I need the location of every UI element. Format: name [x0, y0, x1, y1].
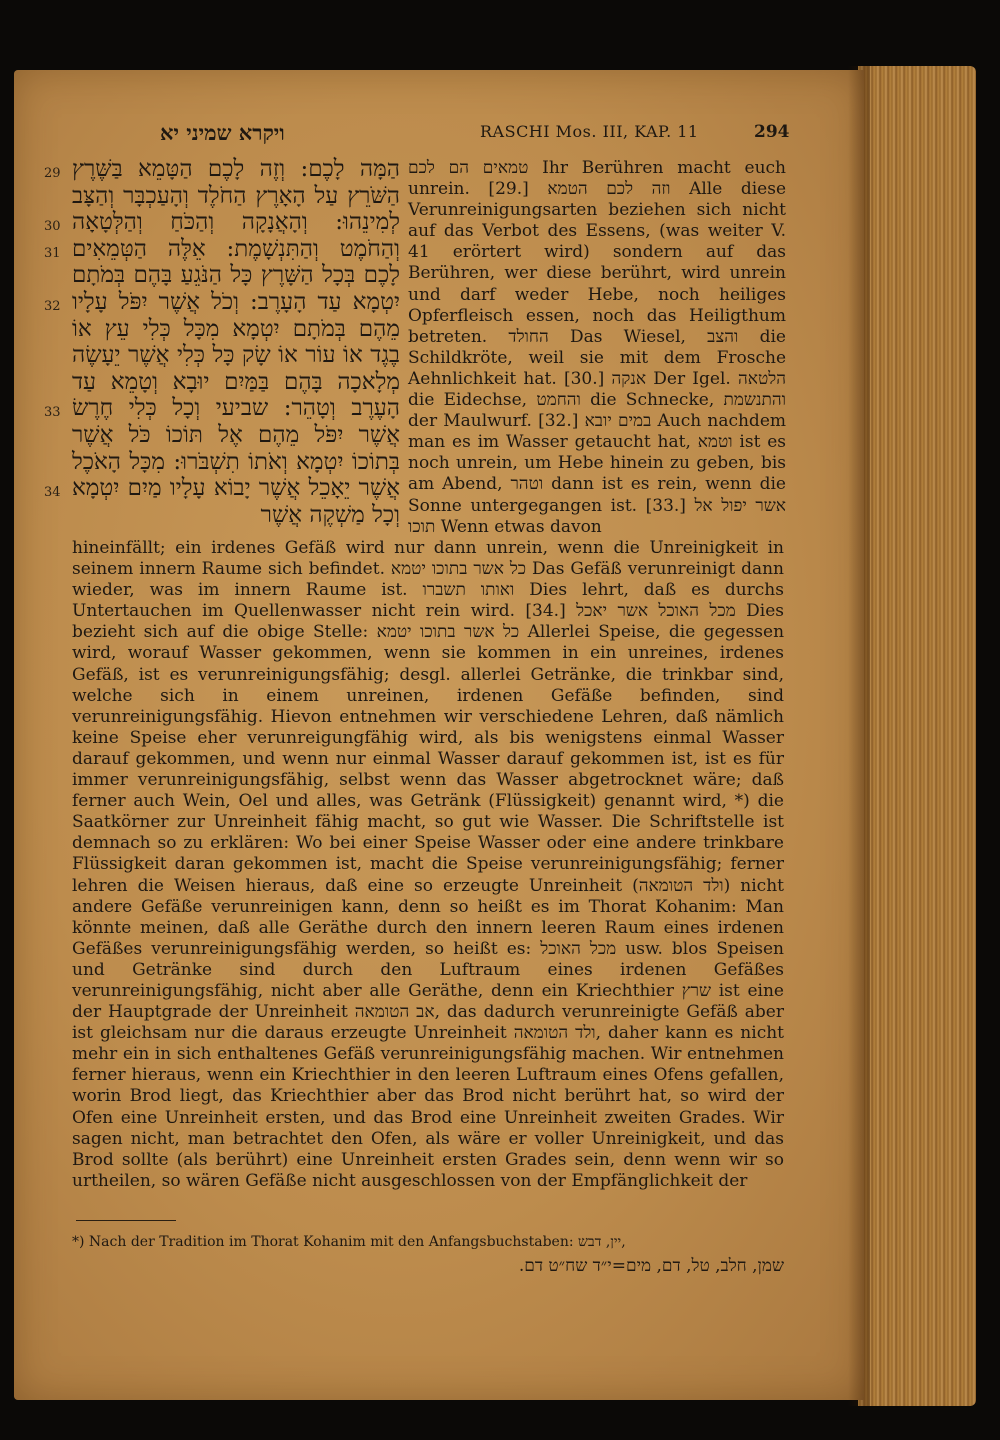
running-header: [60, 120, 800, 150]
verse-number: 33: [44, 405, 61, 421]
footnote-hebrew-line: שמן, חלב, טל, דם, מים=י״ד שח״ט דם.: [518, 1256, 784, 1276]
footnote-text: *) Nach der Tradition im Thorat Kohanim mit den Anfangsbuchstaben: יין, דבש,: [72, 1234, 626, 1250]
footnote-rule: [76, 1220, 176, 1221]
spine-shadow: [848, 66, 870, 1406]
verse-number-column: [44, 160, 72, 540]
footnote: [72, 1230, 784, 1278]
verse-number: 34: [44, 485, 61, 501]
commentary-right-column: טמאים הם לכם Ihr Berühren macht euch unrein. [29.] וזה לכם הטמא Alle diese Verunreinigungsarten beziehen sich nicht auf das Verbot des Essens, (was weiter V. 41 erörtert wird) sondern auf das Berühren, wer diese berührt, wird unrein und darf weder Hebe, noch heiliges Opferfleisch essen, noch das Heiligthum betreten. החולד Das Wiesel, והצב die Schildkröte, weil sie mit dem Frosche Aehnlichkeit hat. [30.] אנקה Der Igel. הלטאה die Eidechse, והחמט die Schnecke, והתנשמת der Maulwurf. [32.] במים יובא Auch nachdem man es im Wasser getaucht hat, וטמא ist es noch unrein, um Hebe hinein zu geben, bis am Abend, וטהר dann ist es rein, wenn die Sonne untergegangen ist. [33.] אשר יפול אל תוכו Wenn etwas davon: [408, 158, 787, 537]
running-title: RASCHI Mos. III, KAP. 11: [480, 122, 699, 141]
commentary-body: hineinfällt; ein irdenes Gefäß wird nur dann unrein, wenn die Unreinigkeit in seinem innern Raume sich befindet. כל אשר בתוכו יטמא Das Gefäß verunreinigt dann wieder, was im innern Raume ist. ואותו תשברו Dies lehrt, daß es durchs Untertauchen im Quellenwasser nicht rein wird. [34.] מכל האוכל אשר יאכל Dies bezieht sich auf die obige Stelle: כל אשר בתוכו יטמא Allerlei Speise, die gegessen wird, worauf Wasser gekommen, wenn sie kommen in ein unreines, irdenes Gefäß, ist es verunreinigungsfähig; desgl. allerlei Getränke, die trinkbar sind, welche sich in einem unreinen, irdenen Gefäße befinden, sind verunreinigungsfähig. Hievon entnehmen wir verschiedene Lehren, daß nämlich keine Speise eher verunreigungfähig wird, als bis wenigstens einmal Wasser darauf gekommen, und wenn nur einmal Wasser darauf gekommen ist, ist es für immer verunreinigungsfähig, selbst wenn das Wasser abgetrocknet wäre; daß ferner auch Wein, Oel und alles, was Getränk (Flüssigkeit) genannt wird, *) die Saatkörner zur Unreinheit fähig macht, so gut wie Wasser. Die Schriftstelle ist demnach so zu erklären: Wo bei einer Speise Wasser oder eine andere trinkbare Flüssigkeit daran gekommen ist, macht die Speise verunreinigungsfähig; ferner lehren die Weisen hieraus, daß eine so erzeugte Unreinheit (ולד הטומאה) nicht andere Gefäße verunreinigen kann, denn so heißt es im Thorat Kohanim: Man könnte meinen, daß alle Geräthe durch den innern leeren Raum eines irdenen Gefäßes verunreinigungsfähig werden, so heißt es: מכל האוכל usw. blos Speisen und Getränke sind durch den Luftraum eines irdenen Gefäßes verunreinigungsfähig, nicht aber alle Geräthe, denn ein Kriechthier שרץ ist eine der Hauptgrade der Unreinheit אב הטומאה, das dadurch verunreinigte Gefäß aber ist gleichsam nur die daraus erzeugte Unreinheit ולד הטומאה, daher kann es nicht mehr ein in sich enthaltenes Gefäß verunreinigungsfähig machen. Wir entnehmen ferner hieraus, wenn ein Kriechthier in den leeren Luftraum eines Ofens gefallen, worin Brod liegt, das Kriechthier aber das Brod nicht berührt hat, so wird der Ofen eine Unreinheit ersten, und das Brod eine Unreinheit zweiten Grades. Wir sagen nicht, man betrachtet den Ofen, als wäre er voller Unreinigkeit, und das Brod sollte (als berührt) eine Unreinheit ersten Grades sein, denn wenn wir so urtheilen, so wären Gefäße nicht ausgeschlossen von der Empfänglichkeit der: [72, 538, 785, 1191]
hebrew-running-title: ויקרא שמיני יא: [160, 120, 285, 145]
verse-number: 31: [44, 245, 61, 261]
hebrew-verse-text: הַמָּה לָכֶם: וְזֶה לָכֶם הַטָּמֵא בַּשֶּׁרֶץ הַשֹּׁרֵץ עַל הָאָרֶץ הַחֹלֶד וְהָעַכְבָּר וְהַצָּב לְמִינֵהוּ: וְהָאֲנָקָה וְהַכֹּחַ וְהַלְּטָאָה וְהַחֹמֶט וְהַתִּנְשָׁמֶת: אֵלֶּה הַטְּמֵאִים לָכֶם בְּכָל הַשָּׁרֶץ כָּל הַנֹּגֵעַ בָּהֶם בְּמֹתָם יִטְמָא עַד הָעָרֶב: וְכֹל אֲשֶׁר יִפֹּל עָלָיו מֵהֶם בְּמֹתָם יִטְמָא מִכָּל כְּלִי עֵץ אוֹ בֶגֶד אוֹ עוֹר אוֹ שָׂק כָּל כְּלִי אֲשֶׁר יֵעָשֶׂה מְלָאכָה בָּהֶם בַּמַּיִם יוּבָא וְטָמֵא עַד הָעֶרֶב וְטָהֵר: שביעי וְכָל כְּלִי חֶרֶשׂ אֲשֶׁר יִפֹּל מֵהֶם אֶל תּוֹכוֹ כֹּל אֲשֶׁר בְּתוֹכוֹ יִטְמָא וְאֹתוֹ תִשְׁבֹּרוּ: מִכָּל הָאֹכֶל אֲשֶׁר יֵאָכֵל אֲשֶׁר יָבוֹא עָלָיו מַיִם יִטְמָא וְכָל מַשְׁקֶה אֲשֶׁר: [72, 156, 400, 528]
verse-number: 29: [44, 166, 61, 181]
page-edges: [858, 66, 976, 1406]
page-number: 294: [754, 122, 790, 142]
verse-number: 30: [44, 219, 61, 235]
verse-number: 32: [44, 299, 61, 314]
